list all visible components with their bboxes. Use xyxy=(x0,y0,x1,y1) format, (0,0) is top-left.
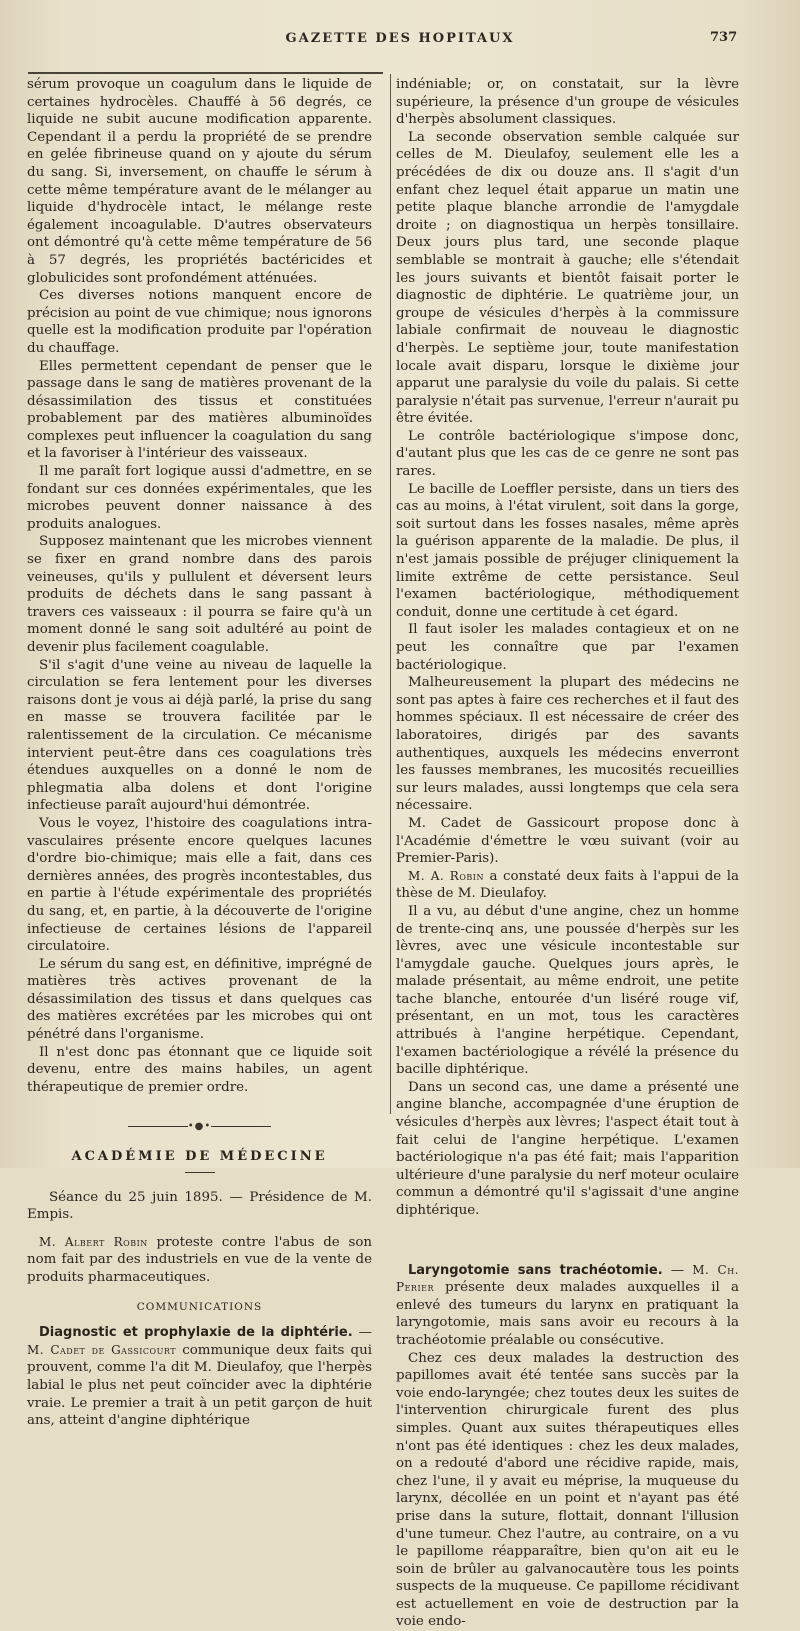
paragraph: Le contrôle bactériologique s'impose donc, d'autant plus que les cas de ce genre ne sont pas rares. xyxy=(396,428,739,480)
dash: — xyxy=(352,1325,372,1341)
short-rule xyxy=(185,1172,215,1173)
laryngotomie-paragraph xyxy=(396,1262,739,1350)
academie-title: ACADÉMIE DE MÉDECINE xyxy=(71,1149,328,1165)
paragraph: La seconde observation semble calquée sur celles de M. Dieulafoy, seulement elle les a précédées de dix ou douze ans. Il s'agit d'un enfant chez lequel était apparue un matin une petite plaque blanche arrondie de l'amygdale droite ; on diagnostiqua un herpès tonsillaire. Deux jours plus tard, une seconde plaque semblable se montrait à gauche; elle s'étendait les jours suivants et bientôt faisait porter le diagnostic de diphtérie. Le quatrième jour, un groupe de vésicules d'herpès à la commissure labiale confirmait de nouveau le diagnostic d'herpès. Le septième jour, toute manifestation locale avait disparu, lorsque le dixième jour apparut une paralysie du voile du palais. Si cette paralysie n'était pas survenue, l'erreur n'aurait pu être évitée. xyxy=(396,129,739,427)
top-rule xyxy=(28,72,383,74)
paragraph: Malheureusement la plupart des médecins ne sont pas aptes à faire ces recherches et il faut des hommes spéciaux. Il est nécessaire de créer des laboratoires, dirigés par des savants authentiques, auxquels les médecins enverront les fausses membranes, les mucosités recueillies sur leurs malades, aussi longtemps que cela sera nécessaire. xyxy=(396,675,739,814)
paragraph: Dans un second cas, une dame a présenté une angine blanche, accompagnée d'une éruption de vésicules d'herpès aux lèvres; l'aspect était tout à fait celui de l'angine herpétique. L'examen bactériologique n'a pas été fait; mais l'apparition ultérieure d'une paralysie du nerf moteur oculaire commun a démontré qu'il s'agissait d'une angine diphtérique. xyxy=(396,1079,739,1218)
paragraph: S'il s'agit d'une veine au niveau de laquelle la circulation se fera lentement pour les diverses raisons dont je vous ai déjà parlé, la prise du sang en masse se trouvera facilitée par le ralentissement de la circulation. Ce mécanisme intervient peut-être dans ces coagulations très étendues auxquelles on a donné le nom de phlegmatia alba dolens et dont l'origine infectieuse paraît aujourd'hui démontrée. xyxy=(27,657,372,814)
speaker-name: M. Albert Robin xyxy=(39,1234,148,1249)
paragraph: Le bacille de Loeffler persiste, dans un tiers des cas au moins, à l'état virulent, soit dans la gorge, soit surtout dans les fosses nasales, même après la guérison apparente de la maladie. De plus, il n'est jamais possible de préjuger cliniquement la limite extrême de cette persistance. Seul l'examen bactériologique, méthodiquement conduit, donne une certitude à cet égard. xyxy=(396,481,739,620)
right-column xyxy=(396,76,739,1631)
paragraph: Il me paraît fort logique aussi d'admettre, en se fondant sur ces données expérimentales, que les microbes peuvent donner naissance à des produits analogues. xyxy=(27,464,372,532)
paragraph: Elles permettent cependant de penser que le passage dans le sang de matières provenant de la désassimilation des tissus et constituées probablement par des matières albuminoïdes complexes peut influencer la coagulation du sang et la favoriser à l'intérieur des vaisseaux. xyxy=(27,358,372,462)
robin-paragraph xyxy=(396,868,739,903)
speaker-name: M. A. Robin xyxy=(408,868,484,883)
paragraph-text: communique deux faits qui prouvent, comme l'a dit M. Dieulafoy, que l'herpès labial le plus net peut coïncider avec la diphtérie vraie. Le premier a trait à un petit garçon de huit ans, atteint d'angine diphtérique xyxy=(27,1342,372,1429)
paragraph: Il a vu, au début d'une angine, chez un homme de trente-cinq ans, une poussée d'herpès sur les lèvres, avec une vésicule incontestable sur l'amygdale gauche. Quelques jours après, le malade présentait, au même endroit, une petite tache blanche, entourée d'un liséré rouge vif, présentant, en un mot, tous les caractères attribués à l'angine herpétique. Cependant, l'examen bactériologique a révélé la présence du bacille diphtérique. xyxy=(396,903,739,1078)
paragraph-text: a constaté deux faits à l'appui de la thèse de M. Dieulafoy. xyxy=(396,868,740,902)
page-number: 737 xyxy=(710,30,738,45)
article-heading: Diagnostic et prophylaxie de la diphtérie. xyxy=(39,1325,353,1341)
section-ornament: •●• xyxy=(27,1118,372,1136)
communications-subhead: COMMUNICATIONS xyxy=(136,1300,263,1313)
paragraph: Le sérum du sang est, en définitive, imprégné de matières très actives provenant de la désassimilation des tissus et dans quelques cas des matières excrétées par les microbes qui ont pénétré dans l'organisme. xyxy=(27,956,372,1043)
dash: — xyxy=(662,1262,693,1278)
paragraph: Il n'est donc pas étonnant que ce liquide soit devenu, entre des mains habiles, un agent thérapeutique de premier ordre. xyxy=(27,1044,372,1095)
paragraph: Chez ces deux malades la destruction des papillomes avait été tentée sans succès par la voie endo-laryngée; chez toutes deux les suites de l'intervention chirurgicale furent des plus simples. Quant aux suites thérapeutiques elles n'ont pas été identiques : chez les deux malades, on a redouté d'abord une récidive rapide, mais, chez l'une, il y avait eu méprise, la muqueuse du larynx, décollée en un point et n'ayant pas été prise dans la suture, flottait, donnant l'illusion d'une tumeur. Chez l'autre, au contraire, on a vu le papillome réapparaître, bien qu'on ait eu le soin de brûler au galvanocautère tous les points suspects de la muqueuse. Ce papillome récidivant est actuellement en voie de destruction par la voie endo- xyxy=(396,1350,739,1630)
article-heading: Laryngotomie sans trachéotomie. xyxy=(408,1262,663,1278)
left-column xyxy=(27,76,372,1430)
paragraph: sérum provoque un coagulum dans le liquide de certaines hydrocèles. Chauffé à 56 degrés, ce liquide ne subit aucune modification apparente. Cependant il a perdu la propriété de se prendre en gelée fibrineuse quand on y ajoute du sérum du sang. Si, inversement, on chauffe le sérum à cette même température avant de le mélanger au liquide d'hydrocèle intact, le mélange reste également incoagulable. D'autres observateurs ont démontré qu'à cette même température de 56 à 57 degrés, les propriétés bactéricides et globulicides sont profondément atténuées. xyxy=(27,77,372,286)
paragraph-text: proteste contre l'abus de son nom fait par des industriels en vue de la vente de produits pharmaceutiques. xyxy=(27,1234,373,1285)
paragraph: Vous le voyez, l'histoire des coagulations intra-vasculaires présente encore quelques lacunes d'ordre bio-chimique; mais elle a fait, dans ces dernières années, des progrès incontestables, dus en partie à l'étude expérimentale des propriétés du sang, et, en partie, à la découverte de l'origine infectieuse de certaines lésions de l'appareil circulatoire. xyxy=(27,815,372,955)
paragraph: M. Cadet de Gassicourt propose donc à l'Académie d'émettre le vœu suivant (voir au Premier-Paris). xyxy=(396,815,739,867)
diphterie-paragraph xyxy=(27,1324,372,1430)
speaker-name: M. Ch. Perier xyxy=(396,1262,740,1295)
paragraph-text: présente deux malades auxquelles il a enlevé des tumeurs du larynx en pratiquant la laryngotomie, mais sans avoir eu recours à la trachéotomie préalable ou consécutive. xyxy=(396,1280,739,1348)
robin-protest-paragraph xyxy=(27,1234,372,1287)
journal-title: GAZETTE DES HOPITAUX xyxy=(285,31,515,46)
column-divider xyxy=(390,74,391,1114)
paragraph: Ces diverses notions manquent encore de précision au point de vue chimique; nous ignorons quelle est la modification produite par l'opération du chauffage. xyxy=(27,288,372,356)
seance-line: Séance du 25 juin 1895. — Présidence de M. Empis. xyxy=(27,1189,372,1223)
speaker-name: M. Cadet de Gassicourt xyxy=(27,1342,177,1357)
page-header xyxy=(0,28,800,52)
paragraph: Supposez maintenant que les microbes viennent se fixer en grand nombre dans des parois veineuses, qu'ils y pullulent et déversent leurs produits de déchets dans le sang passant à travers ces vaisseaux : il pourra se faire qu'à un moment donné le sang soit adultéré au point de devenir plus facilement coagulable. xyxy=(27,534,372,655)
paragraph: indéniable; or, on constatait, sur la lèvre supérieure, la présence d'un groupe de vésicules d'herpès absolument classiques. xyxy=(396,77,739,128)
paragraph: Il faut isoler les malades contagieux et on ne peut les connaître que par l'examen bactériologique. xyxy=(396,622,739,673)
